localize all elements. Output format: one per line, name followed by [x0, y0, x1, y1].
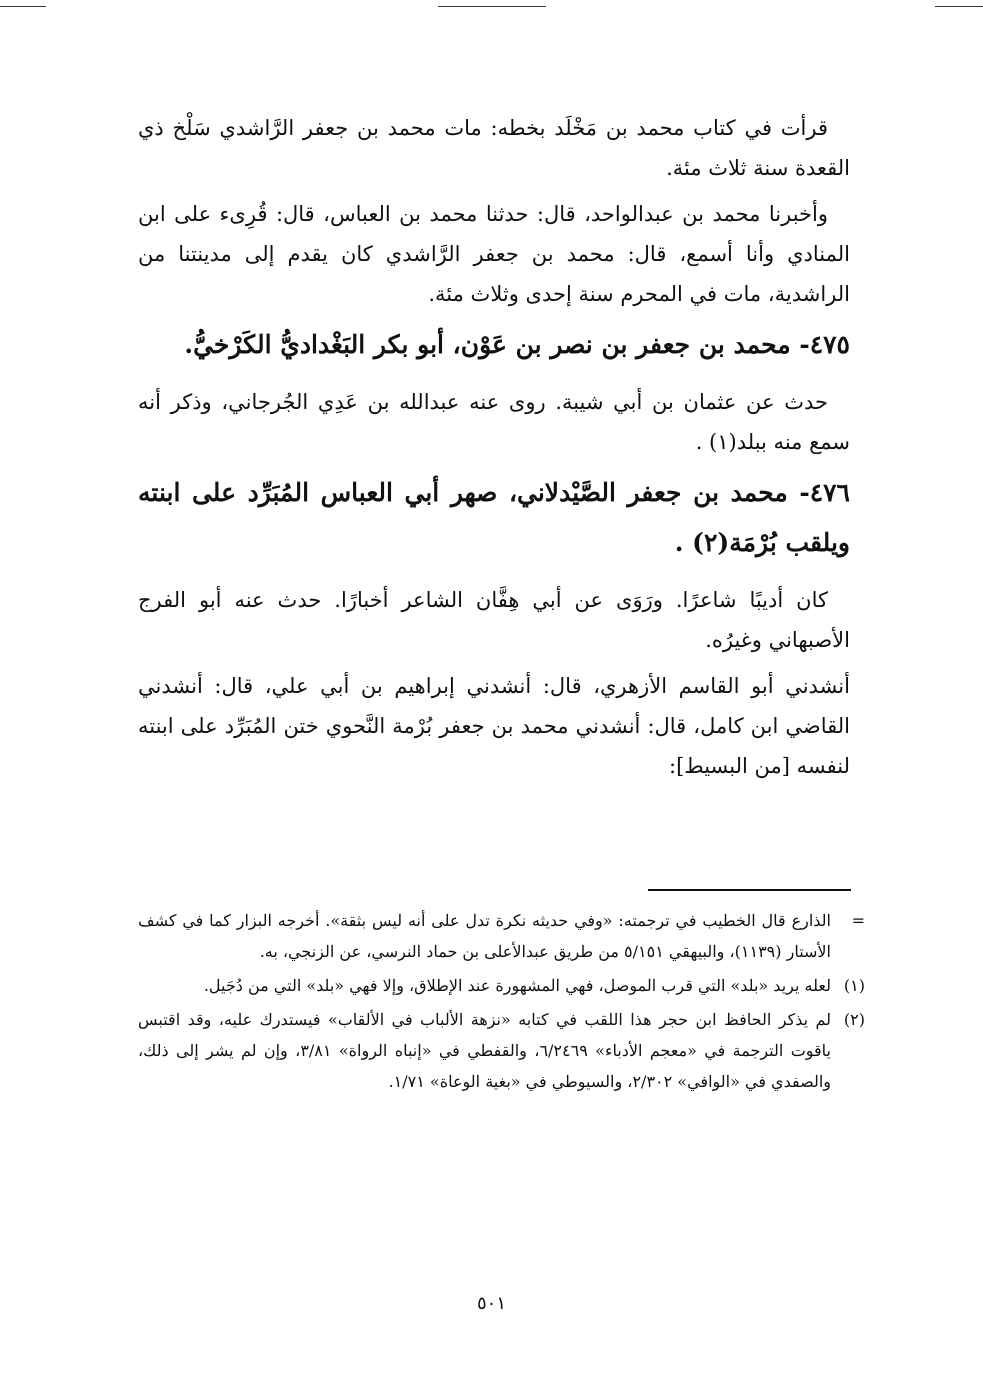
- entry-476-heading: ٤٧٦- محمد بن جعفر الصَّيْدلاني، صهر أبي العباس المُبَرِّد على ابنته ويلقب بُرْمَة(٢) .: [138, 478, 850, 557]
- entry-475-body: حدث عن عثمان بن أبي شيبة. روى عنه عبدالله بن عَدِي الجُرجاني، وذكر أنه سمع منه ببلد(١) .: [138, 390, 850, 454]
- footnote-2: [138, 1004, 865, 1097]
- footnote-divider: [648, 889, 851, 891]
- footnote-text: الذارع قال الخطيب في ترجمته: «وفي حديثه نكرة تدل على أنه ليس بثقة». أخرجه البزار كما في كشف الأستار (١١٣٩)، والبيهقي ٥/١٥١ من طريق عبدالأعلى بن حماد النرسي، عن الزنجي، به.: [138, 911, 832, 961]
- page-body: [138, 108, 850, 792]
- top-rule-right: [935, 6, 983, 7]
- paragraph-1: قرأت في كتاب محمد بن مَخْلَد بخطه: مات محمد بن جعفر الرَّاشدي سَلْخ ذي القعدة سنة ثلاث مئة.: [138, 116, 850, 180]
- footnote-text: لعله يريد «بلد» التي قرب الموصل، فهي المشهورة عند الإطلاق، وإلا فهي «بلد» التي من دُجَيل.: [203, 976, 831, 995]
- footnote-continued: [138, 905, 865, 967]
- entry-476-body: كان أديبًا شاعرًا. ورَوَى عن أبي هِفَّان الشاعر أخبارًا. حدث عنه أبو الفرج الأصبهاني وغيرُه.: [138, 588, 850, 652]
- entry-476-body-2: أنشدني أبو القاسم الأزهري، قال: أنشدني إبراهيم بن أبي علي، قال: أنشدني القاضي ابن كامل، قال: أنشدني محمد بن جعفر بُرْمة النَّحوي ختن المُبَرِّد على ابنته لنفسه [من البسيط]:: [138, 674, 850, 778]
- footnote-marker: (٢): [843, 1010, 865, 1029]
- top-rule-center: [438, 6, 546, 7]
- top-rule-left: [0, 6, 46, 7]
- footnote-marker: =: [851, 911, 865, 930]
- page-number: ٥٠١: [476, 1293, 506, 1314]
- paragraph-2: وأخبرنا محمد بن عبدالواحد، قال: حدثنا محمد بن العباس، قال: قُرِىء على ابن المنادي وأنا أسمع، قال: محمد بن جعفر الرَّاشدي كان يقدم إلى مدينتنا من الراشدية، مات في المحرم سنة إحدى وثلاث مئة.: [138, 202, 850, 306]
- footnote-1: [138, 970, 865, 1001]
- footnote-marker: (١): [843, 976, 865, 995]
- footnote-text: لم يذكر الحافظ ابن حجر هذا اللقب في كتابه «نزهة الألباب في الألقاب» فيستدرك عليه، وقد اقتبس ياقوت الترجمة في «معجم الأدباء» ٦/٢٤٦٩، والقفطي في «إنباه الرواة» ٣/٨١، وإن لم يشر إلى ذلك، والصفدي في «الوافي» ٢/٣٠٢، والسيوطي في «بغية الوعاة» ١/٧١.: [138, 1010, 832, 1091]
- footnotes: [138, 905, 865, 1100]
- entry-475-heading: ٤٧٥- محمد بن جعفر بن نصر بن عَوْن، أبو بكر البَغْداديُّ الكَرْخيُّ.: [184, 330, 850, 359]
